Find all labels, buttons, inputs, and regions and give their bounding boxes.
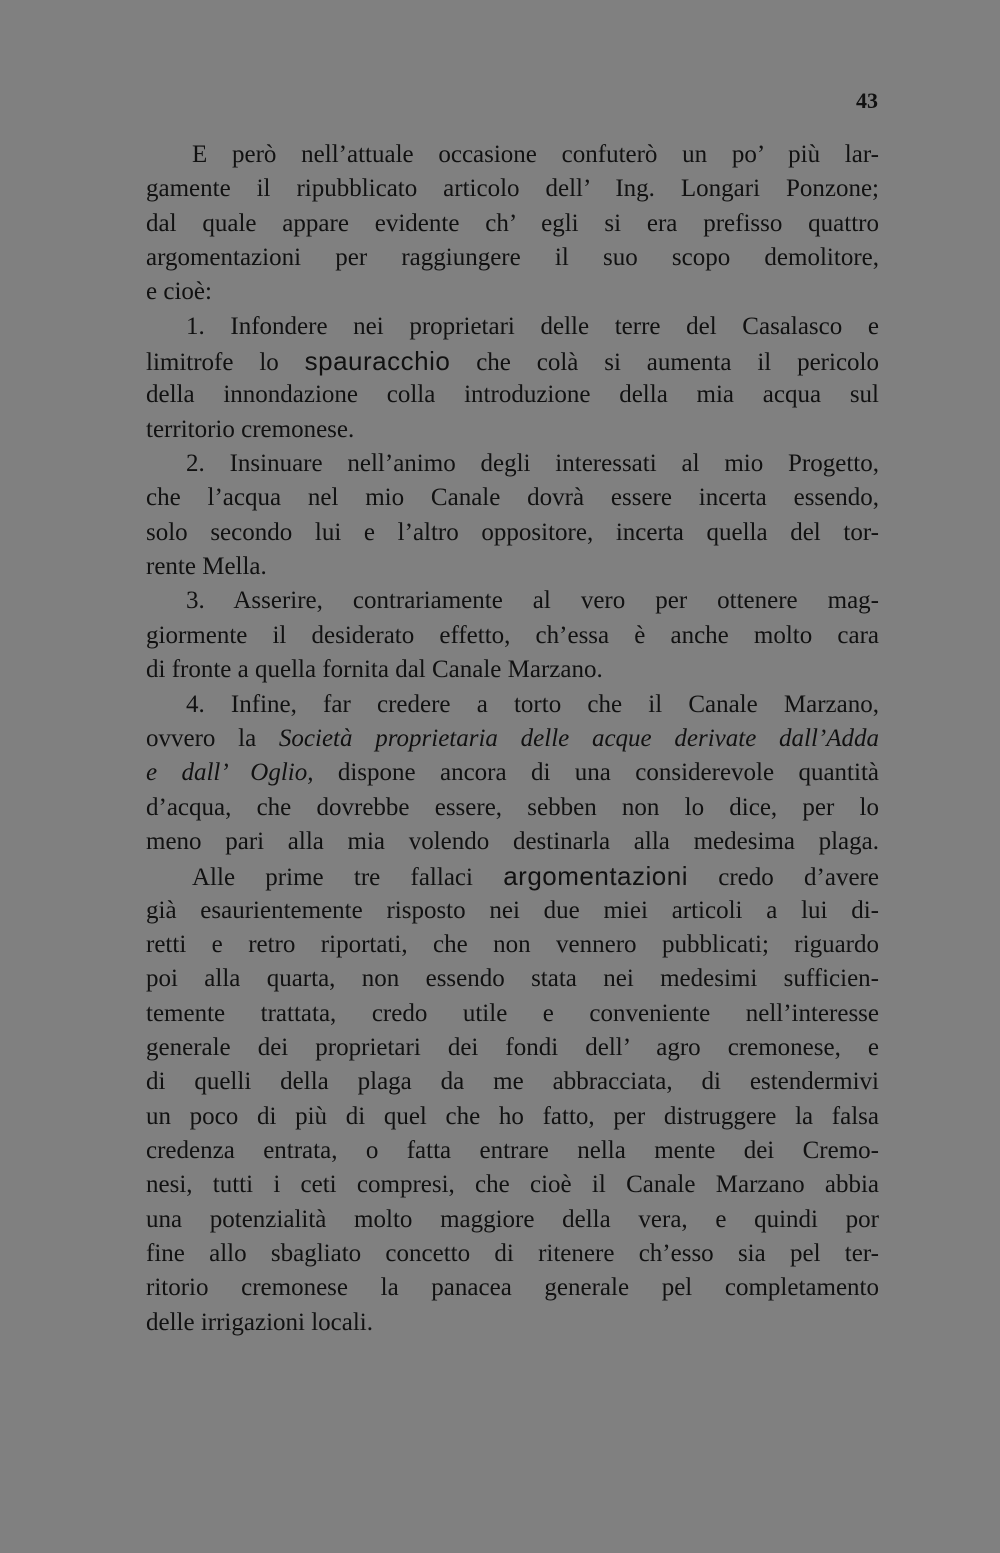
text-run: dispone ancora di una considerevole quantità	[313, 759, 879, 787]
text-line: solo secondo lui e l’altro oppositore, incerta quella del tor-	[146, 518, 879, 546]
text-line: 2. Insinuare nell’animo degli interessati al mio Progetto,	[186, 450, 879, 478]
text-line: poi alla quarta, non essendo stata nei medesimi sufficien-	[146, 965, 879, 993]
text-line: 3. Asserire, contrariamente al vero per ottenere mag-	[186, 587, 879, 615]
text-line: retti e retro riportati, che non vennero pubblicati; riguardo	[146, 930, 879, 958]
text-run: limitrofe lo	[146, 349, 305, 377]
text-line: gamente il ripubblicato articolo dell’ Ing. Longari Ponzone;	[146, 175, 879, 203]
text-line: una potenzialità molto maggiore della vera, e quindi por	[146, 1205, 879, 1233]
text-line: giormente il desiderato effetto, ch’essa è anche molto cara	[146, 621, 879, 649]
text-line	[146, 722, 879, 756]
text-run: che colà si aumenta il pericolo	[450, 349, 879, 377]
page-number: 43	[856, 88, 878, 113]
text-line: temente trattata, credo utile e conveniente nell’interesse	[146, 999, 879, 1027]
text-run: credo d’avere	[688, 864, 879, 892]
text-line: generale dei proprietari dei fondi dell’ agro cremonese, e	[146, 1033, 879, 1061]
emphasis-text: argomentazioni	[503, 861, 688, 892]
text-run: Alle prime tre fallaci	[192, 864, 504, 892]
text-line: fine allo sbagliato concetto di ritenere ch’esso sia pel ter-	[146, 1240, 879, 1267]
text-line: meno pari alla mia volendo destinarla alla medesima plaga.	[146, 827, 879, 855]
text-line	[146, 756, 879, 790]
text-line: della innondazione colla introduzione della mia acqua sul	[146, 381, 879, 409]
text-line: un poco di più di quel che ho fatto, per distruggere la falsa	[146, 1102, 879, 1130]
text-line: già esaurientemente risposto nei due miei articoli a lui di-	[146, 896, 879, 924]
text-line: di fronte a quella fornita dal Canale Marzano.	[146, 656, 603, 684]
italic-text: Società proprietaria delle acque derivate dall’Adda	[278, 724, 879, 752]
text-line: credenza entrata, o fatta entrare nella mente dei Cremo-	[146, 1136, 879, 1164]
text-line: territorio cremonese.	[146, 415, 355, 443]
text-line: 1. Infondere nei proprietari delle terre del Casalasco e	[186, 312, 879, 340]
text-line: dal quale appare evidente ch’ egli si era prefisso quattro	[146, 209, 879, 237]
text-line	[146, 859, 879, 893]
text-line: nesi, tutti i ceti compresi, che cioè il Canale Marzano abbia	[146, 1171, 879, 1199]
emphasis-text: spauracchio	[304, 346, 451, 377]
text-line: E però nell’attuale occasione confuterò un po’ più lar-	[192, 141, 879, 168]
text-line: d’acqua, che dovrebbe essere, sebben non lo dice, per lo	[146, 793, 879, 821]
text-line: che l’acqua nel mio Canale dovrà essere incerta essendo,	[146, 484, 879, 512]
text-line: delle irrigazioni locali.	[146, 1308, 373, 1336]
text-line: ritorio cremonese la panacea generale pel completamento	[146, 1274, 879, 1302]
text-line	[146, 344, 879, 378]
italic-text: e dall’ Oglio,	[146, 759, 314, 787]
text-line: e cioè:	[146, 278, 212, 306]
text-line: 4. Infine, far credere a torto che il Canale Marzano,	[186, 690, 879, 718]
text-line: di quelli della plaga da me abbracciata, di estendermivi	[146, 1068, 879, 1096]
text-line: rente Mella.	[146, 553, 267, 581]
text-run: ovvero la	[146, 724, 279, 752]
body-text	[146, 138, 879, 1340]
text-line: argomentazioni per raggiungere il suo scopo demolitore,	[146, 244, 879, 272]
